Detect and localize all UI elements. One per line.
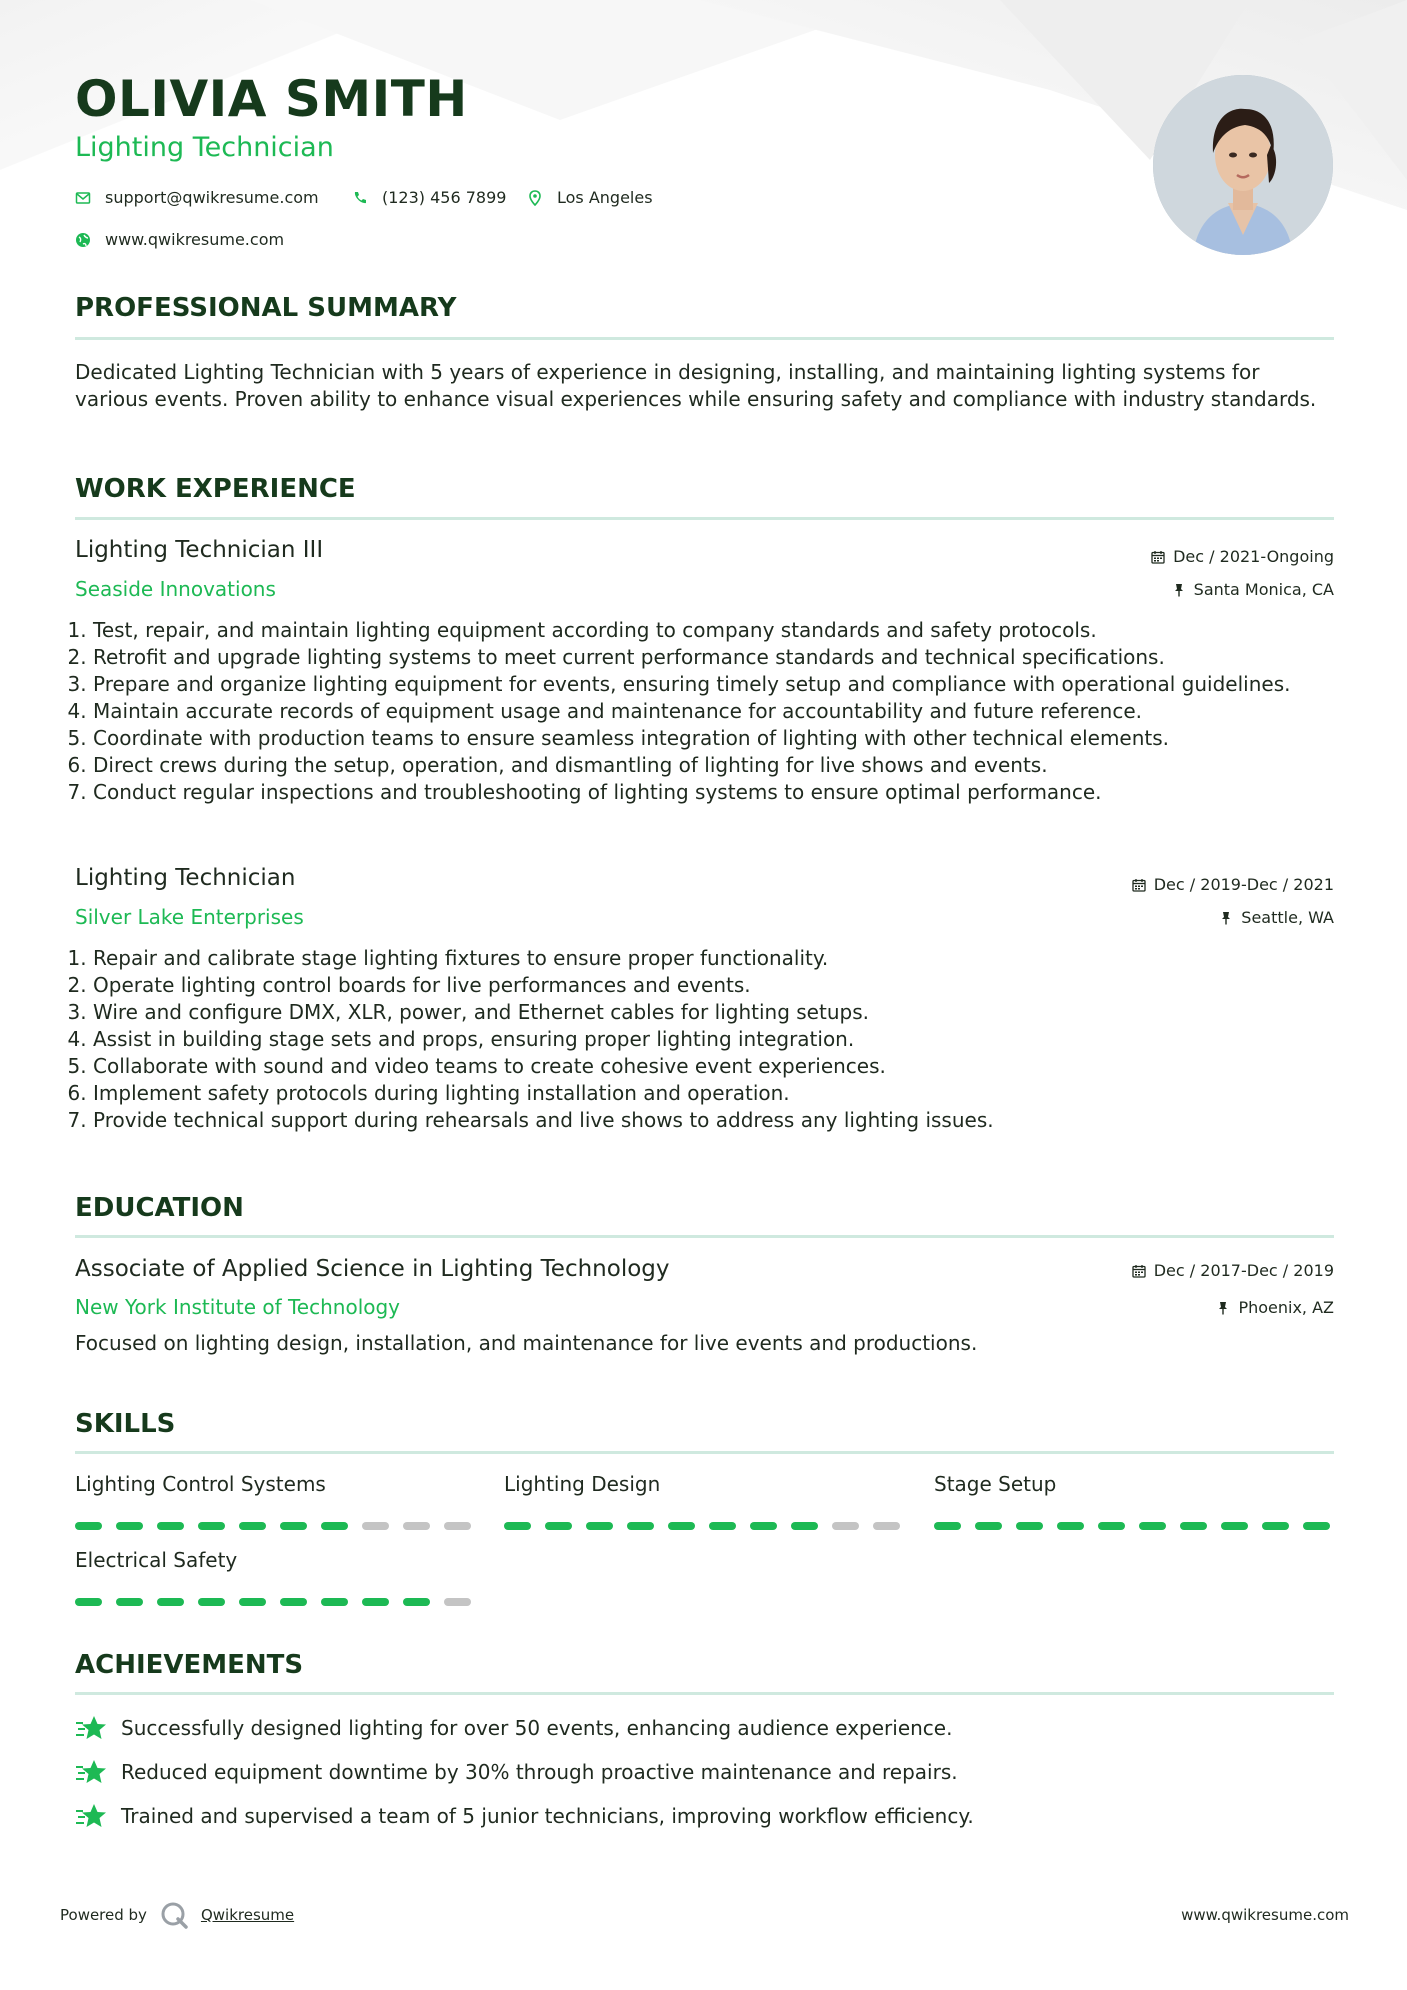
skills-heading: SKILLS — [75, 1409, 176, 1439]
skill-segment-filled — [116, 1598, 143, 1606]
summary-heading: PROFESSIONAL SUMMARY — [75, 293, 457, 323]
skill-segment-filled — [1016, 1522, 1043, 1530]
calendar-icon — [1151, 550, 1165, 564]
contact-location — [527, 188, 653, 207]
skill-segment-filled — [362, 1598, 389, 1606]
skill-rating-bar — [75, 1598, 471, 1606]
contact-phone[interactable] — [352, 188, 506, 207]
job-date-text: Dec / 2021-Ongoing — [1173, 547, 1334, 566]
degree-title: Associate of Applied Science in Lighting Technology — [75, 1256, 670, 1282]
skill-segment-filled — [321, 1522, 348, 1530]
education-description: Focused on lighting design, installation, and maintenance for live events and productions. — [75, 1331, 978, 1355]
skill-segment-filled — [545, 1522, 572, 1530]
job-location — [1219, 908, 1334, 927]
skill-segment-filled — [116, 1522, 143, 1530]
skill-segment-filled — [1221, 1522, 1248, 1530]
summary-divider — [75, 337, 1334, 340]
list-item: 5. Collaborate with sound and video teams to create cohesive event experiences. — [93, 1053, 1333, 1080]
experience-divider — [75, 517, 1334, 520]
achievements-divider — [75, 1692, 1334, 1695]
skill-segment-filled — [750, 1522, 777, 1530]
skill-segment-filled — [198, 1598, 225, 1606]
skill-segment-filled — [1139, 1522, 1166, 1530]
job-title: Lighting Technician III — [75, 537, 324, 563]
skill-segment-filled — [75, 1522, 102, 1530]
powered-by-label: Powered by — [60, 1906, 147, 1924]
skill-rating-bar — [75, 1522, 471, 1530]
phone-icon — [352, 190, 368, 206]
map-pin-icon — [527, 190, 543, 206]
star-icon — [75, 1758, 107, 1786]
list-item: 2. Retrofit and upgrade lighting systems to meet current performance standards and technical specifications. — [93, 644, 1333, 671]
skill-segment-filled — [198, 1522, 225, 1530]
summary-text: Dedicated Lighting Technician with 5 years of experience in designing, installing, and maintaining lighting systems for various events. Proven ability to enhance visual experiences while ensuring safety and compliance with industry standards. — [75, 360, 1317, 411]
list-item: 1. Repair and calibrate stage lighting fixtures to ensure proper functionality. — [93, 945, 1333, 972]
job-date — [1151, 547, 1334, 566]
skill-segment-filled — [321, 1598, 348, 1606]
contact-website[interactable] — [75, 230, 284, 249]
star-icon — [75, 1714, 107, 1742]
skill-segment-filled — [239, 1522, 266, 1530]
pushpin-icon — [1216, 1301, 1230, 1315]
candidate-name: OLIVIA SMITH — [75, 70, 468, 128]
skill-segment-filled — [280, 1522, 307, 1530]
education-heading: EDUCATION — [75, 1193, 244, 1223]
skill-segment-filled — [586, 1522, 613, 1530]
skill-segment-filled — [75, 1598, 102, 1606]
skill-segment-filled — [280, 1598, 307, 1606]
profile-photo — [1153, 75, 1333, 255]
skill-segment-empty — [873, 1522, 900, 1530]
list-item: 4. Maintain accurate records of equipment usage and maintenance for accountability and future reference. — [93, 698, 1333, 725]
star-icon — [75, 1802, 107, 1830]
job-location-text: Santa Monica, CA — [1193, 580, 1334, 599]
skill-segment-filled — [1057, 1522, 1084, 1530]
footer-powered-by — [60, 1900, 294, 1930]
skills-divider — [75, 1451, 1334, 1454]
achievement-item — [75, 1714, 952, 1742]
skill-segment-filled — [709, 1522, 736, 1530]
brand-link[interactable]: Qwikresume — [200, 1906, 295, 1924]
qwikresume-logo-icon — [159, 1900, 189, 1930]
company-name: Silver Lake Enterprises — [75, 905, 304, 929]
experience-heading: WORK EXPERIENCE — [75, 474, 356, 504]
skill-label: Lighting Design — [504, 1472, 661, 1496]
skill-label: Electrical Safety — [75, 1548, 238, 1572]
skill-segment-empty — [444, 1598, 471, 1606]
skill-label: Lighting Control Systems — [75, 1472, 326, 1496]
skill-label: Stage Setup — [934, 1472, 1057, 1496]
skill-segment-filled — [934, 1522, 961, 1530]
skill-segment-filled — [239, 1598, 266, 1606]
school-name: New York Institute of Technology — [75, 1295, 401, 1319]
company-name: Seaside Innovations — [75, 577, 276, 601]
skill-segment-filled — [668, 1522, 695, 1530]
achievement-item — [75, 1802, 974, 1830]
list-item: 6. Direct crews during the setup, operation, and dismantling of lighting for live shows and events. — [93, 752, 1333, 779]
email-icon — [75, 190, 91, 206]
achievement-text: Successfully designed lighting for over 50 events, enhancing audience experience. — [121, 1716, 953, 1740]
job-duties-list — [75, 617, 1333, 806]
education-date — [1132, 1261, 1334, 1280]
skill-segment-empty — [362, 1522, 389, 1530]
education-date-text: Dec / 2017-Dec / 2019 — [1153, 1261, 1334, 1280]
phone-text: (123) 456 7899 — [382, 188, 507, 207]
education-divider — [75, 1235, 1334, 1238]
list-item: 7. Conduct regular inspections and troubleshooting of lighting systems to ensure optimal performance. — [93, 779, 1333, 806]
candidate-role: Lighting Technician — [75, 132, 334, 163]
skill-segment-empty — [832, 1522, 859, 1530]
list-item: 3. Wire and configure DMX, XLR, power, and Ethernet cables for lighting setups. — [93, 999, 1333, 1026]
profile-photo-illustration — [1153, 75, 1333, 255]
skill-segment-empty — [444, 1522, 471, 1530]
footer-url[interactable]: www.qwikresume.com — [1181, 1906, 1349, 1924]
job-date — [1132, 875, 1334, 894]
education-location-text: Phoenix, AZ — [1238, 1298, 1334, 1317]
achievement-text: Trained and supervised a team of 5 junior technicians, improving workflow efficiency. — [121, 1804, 974, 1828]
list-item: 6. Implement safety protocols during lighting installation and operation. — [93, 1080, 1333, 1107]
pushpin-icon — [1219, 911, 1233, 925]
job-date-text: Dec / 2019-Dec / 2021 — [1153, 875, 1334, 894]
job-location-text: Seattle, WA — [1241, 908, 1334, 927]
skill-segment-empty — [403, 1522, 430, 1530]
list-item: 7. Provide technical support during rehearsals and live shows to address any lighting issues. — [93, 1107, 1333, 1134]
skill-segment-filled — [975, 1522, 1002, 1530]
contact-email[interactable] — [75, 188, 319, 207]
list-item: 1. Test, repair, and maintain lighting equipment according to company standards and safety protocols. — [93, 617, 1333, 644]
job-duties-list — [75, 945, 1333, 1134]
calendar-icon — [1132, 1264, 1146, 1278]
pushpin-icon — [1172, 583, 1186, 597]
skill-segment-filled — [157, 1522, 184, 1530]
location-text: Los Angeles — [557, 188, 653, 207]
job-title: Lighting Technician — [75, 865, 296, 891]
skill-rating-bar — [504, 1522, 900, 1530]
achievement-item — [75, 1758, 958, 1786]
skill-segment-filled — [403, 1598, 430, 1606]
calendar-icon — [1132, 878, 1146, 892]
list-item: 3. Prepare and organize lighting equipment for events, ensuring timely setup and compliance with operational guidelines. — [93, 671, 1333, 698]
education-location — [1216, 1298, 1334, 1317]
skill-segment-filled — [791, 1522, 818, 1530]
skill-segment-filled — [1098, 1522, 1125, 1530]
achievements-heading: ACHIEVEMENTS — [75, 1650, 304, 1680]
skill-segment-filled — [157, 1598, 184, 1606]
job-location — [1172, 580, 1334, 599]
globe-icon — [75, 232, 91, 248]
skill-segment-filled — [1303, 1522, 1330, 1530]
list-item: 5. Coordinate with production teams to ensure seamless integration of lighting with other technical elements. — [93, 725, 1333, 752]
skill-segment-filled — [1262, 1522, 1289, 1530]
list-item: 2. Operate lighting control boards for live performances and events. — [93, 972, 1333, 999]
achievement-text: Reduced equipment downtime by 30% through proactive maintenance and repairs. — [121, 1760, 958, 1784]
skill-segment-filled — [1180, 1522, 1207, 1530]
website-text: www.qwikresume.com — [105, 230, 285, 249]
skill-segment-filled — [504, 1522, 531, 1530]
list-item: 4. Assist in building stage sets and props, ensuring proper lighting integration. — [93, 1026, 1333, 1053]
email-text: support@qwikresume.com — [105, 188, 319, 207]
skill-rating-bar — [934, 1522, 1330, 1530]
skill-segment-filled — [627, 1522, 654, 1530]
